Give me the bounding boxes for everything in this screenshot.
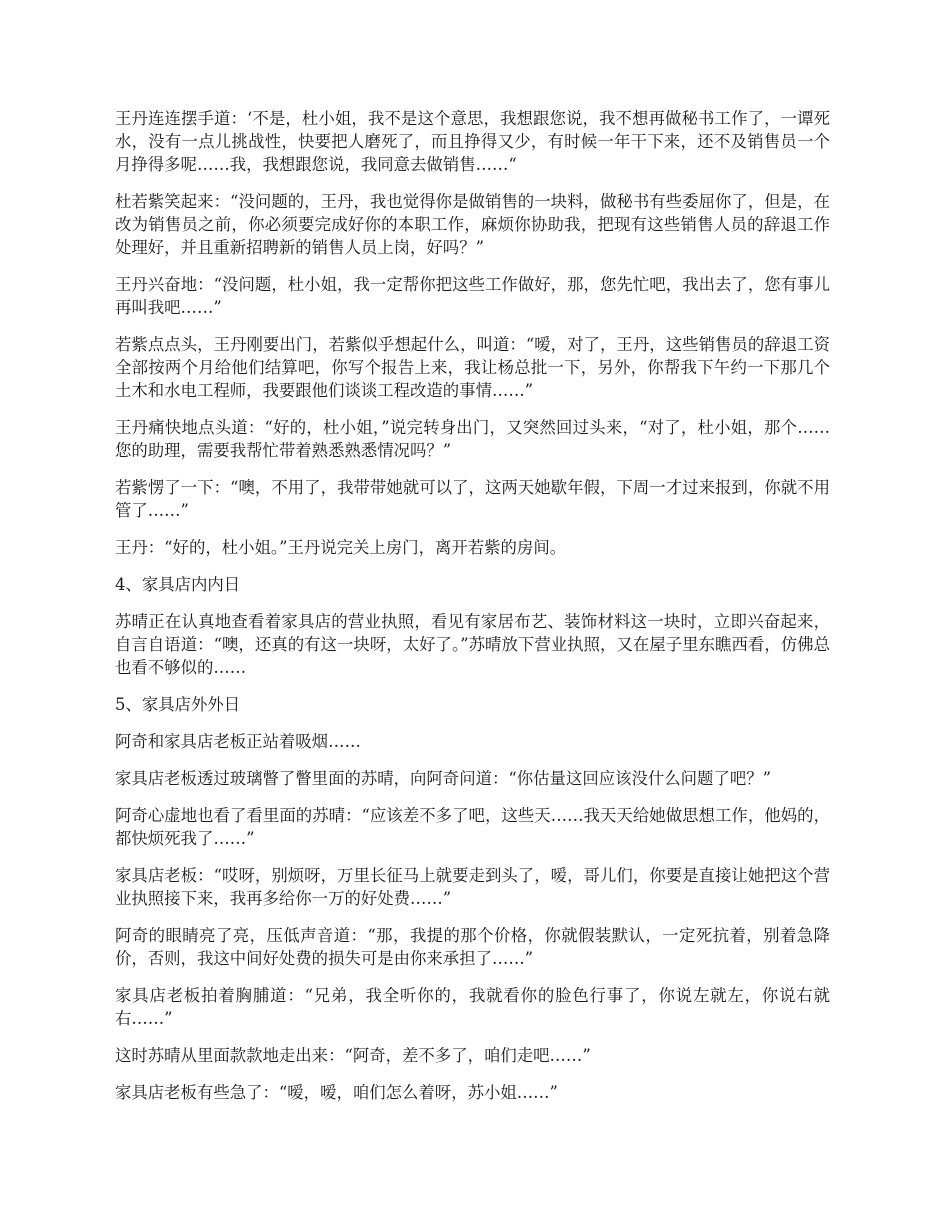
paragraph: 王丹连连摆手道：‘不是，杜小姐，我不是这个意思，我想跟您说，我不想再做秘书工作了，一谭死水，没有一点儿挑战性，快要把人磨死了，而且挣得又少，有时候一年干下来，还不及销售员一个月挣得多呢……我，我想跟您说，我同意去做销售……“ (115, 109, 830, 174)
paragraph: 家具店老板透过玻璃瞥了瞥里面的苏晴，向阿奇问道：“你估量这回应该没什么问题了吧？” (115, 769, 771, 788)
paragraph: 苏晴正在认真地查看着家具店的营业执照，看见有家居布艺、装饰材料这一块时，立即兴奋起来，自言自语道：“噢，还真的有这一块呀，太好了。”苏晴放下营业执照，又在屋子里东瞧西看，仿佛总也看不够似的…… (115, 612, 830, 677)
paragraph: 若紫点点头，王丹刚要出门，若紫似乎想起什么，叫道：“嗳，对了，王丹，这些销售员的辞退工资全部按两个月给他们结算吧，你写个报告上来，我让杨总批一下，另外，你帮我下午约一下那几个土木和水电工程师，我要跟他们谈谈工程改造的事情……” (115, 335, 830, 400)
scene-heading: 4、家具店内内日 (115, 575, 241, 594)
paragraph: 杜若紫笑起来：“没问题的，王丹，我也觉得你是做销售的一块料，做秘书有些委屈你了，但是，在改为销售员之前，你必须要完成好你的本职工作，麻烦你协助我，把现有这些销售人员的辞退工作处理好，并且重新招聘新的销售人员上岗，好吗？” (115, 192, 830, 257)
paragraph: 这时苏晴从里面款款地走出来：“阿奇，差不多了，咱们走吧……” (115, 1046, 591, 1065)
paragraph: 王丹兴奋地：“没问题，杜小姐，我一定帮你把这些工作做好，那，您先忙吧，我出去了，您有事儿再叫我吧……” (115, 275, 830, 317)
paragraph: 王丹：“好的，杜小姐。”王丹说完关上房门，离开若紫的房间。 (115, 538, 567, 557)
paragraph: 阿奇的眼睛亮了亮，压低声音道：“那，我提的那个价格，你就假装默认，一定死抗着，别着急降价，否则，我这中间好处费的损失可是由你来承担了……” (115, 926, 830, 968)
paragraph: 家具店老板：“哎呀，别烦呀，万里长征马上就要走到头了，嗳，哥儿们，你要是直接让她把这个营业执照接下来，我再多给你一万的好处费……” (115, 866, 830, 908)
paragraph: 阿奇心虚地也看了看里面的苏晴：“应该差不多了吧，这些天……我天天给她做思想工作，他妈的，都快烦死我了……” (115, 806, 830, 848)
paragraph: 家具店老板拍着胸脯道：“兄弟，我全听你的，我就看你的脸色行事了，你说左就左，你说右就右……” (115, 986, 830, 1028)
paragraph: 若紫愣了一下：“噢，不用了，我带带她就可以了，这两天她歇年假，下周一才过来报到，你就不用管了……” (115, 478, 830, 520)
paragraph: 家具店老板有些急了：“嗳，嗳，咱们怎么着呀，苏小姐……” (115, 1083, 558, 1102)
paragraph: 王丹痛快地点头道：“好的，杜小姐，”说完转身出门，又突然回过头来，“对了，杜小姐，那个……您的助理，需要我帮忙带着熟悉熟悉情况吗？” (115, 418, 830, 460)
document-body (115, 107, 830, 1118)
scene-heading: 5、家具店外外日 (115, 695, 241, 714)
paragraph: 阿奇和家具店老板正站着吸烟…… (115, 732, 361, 751)
